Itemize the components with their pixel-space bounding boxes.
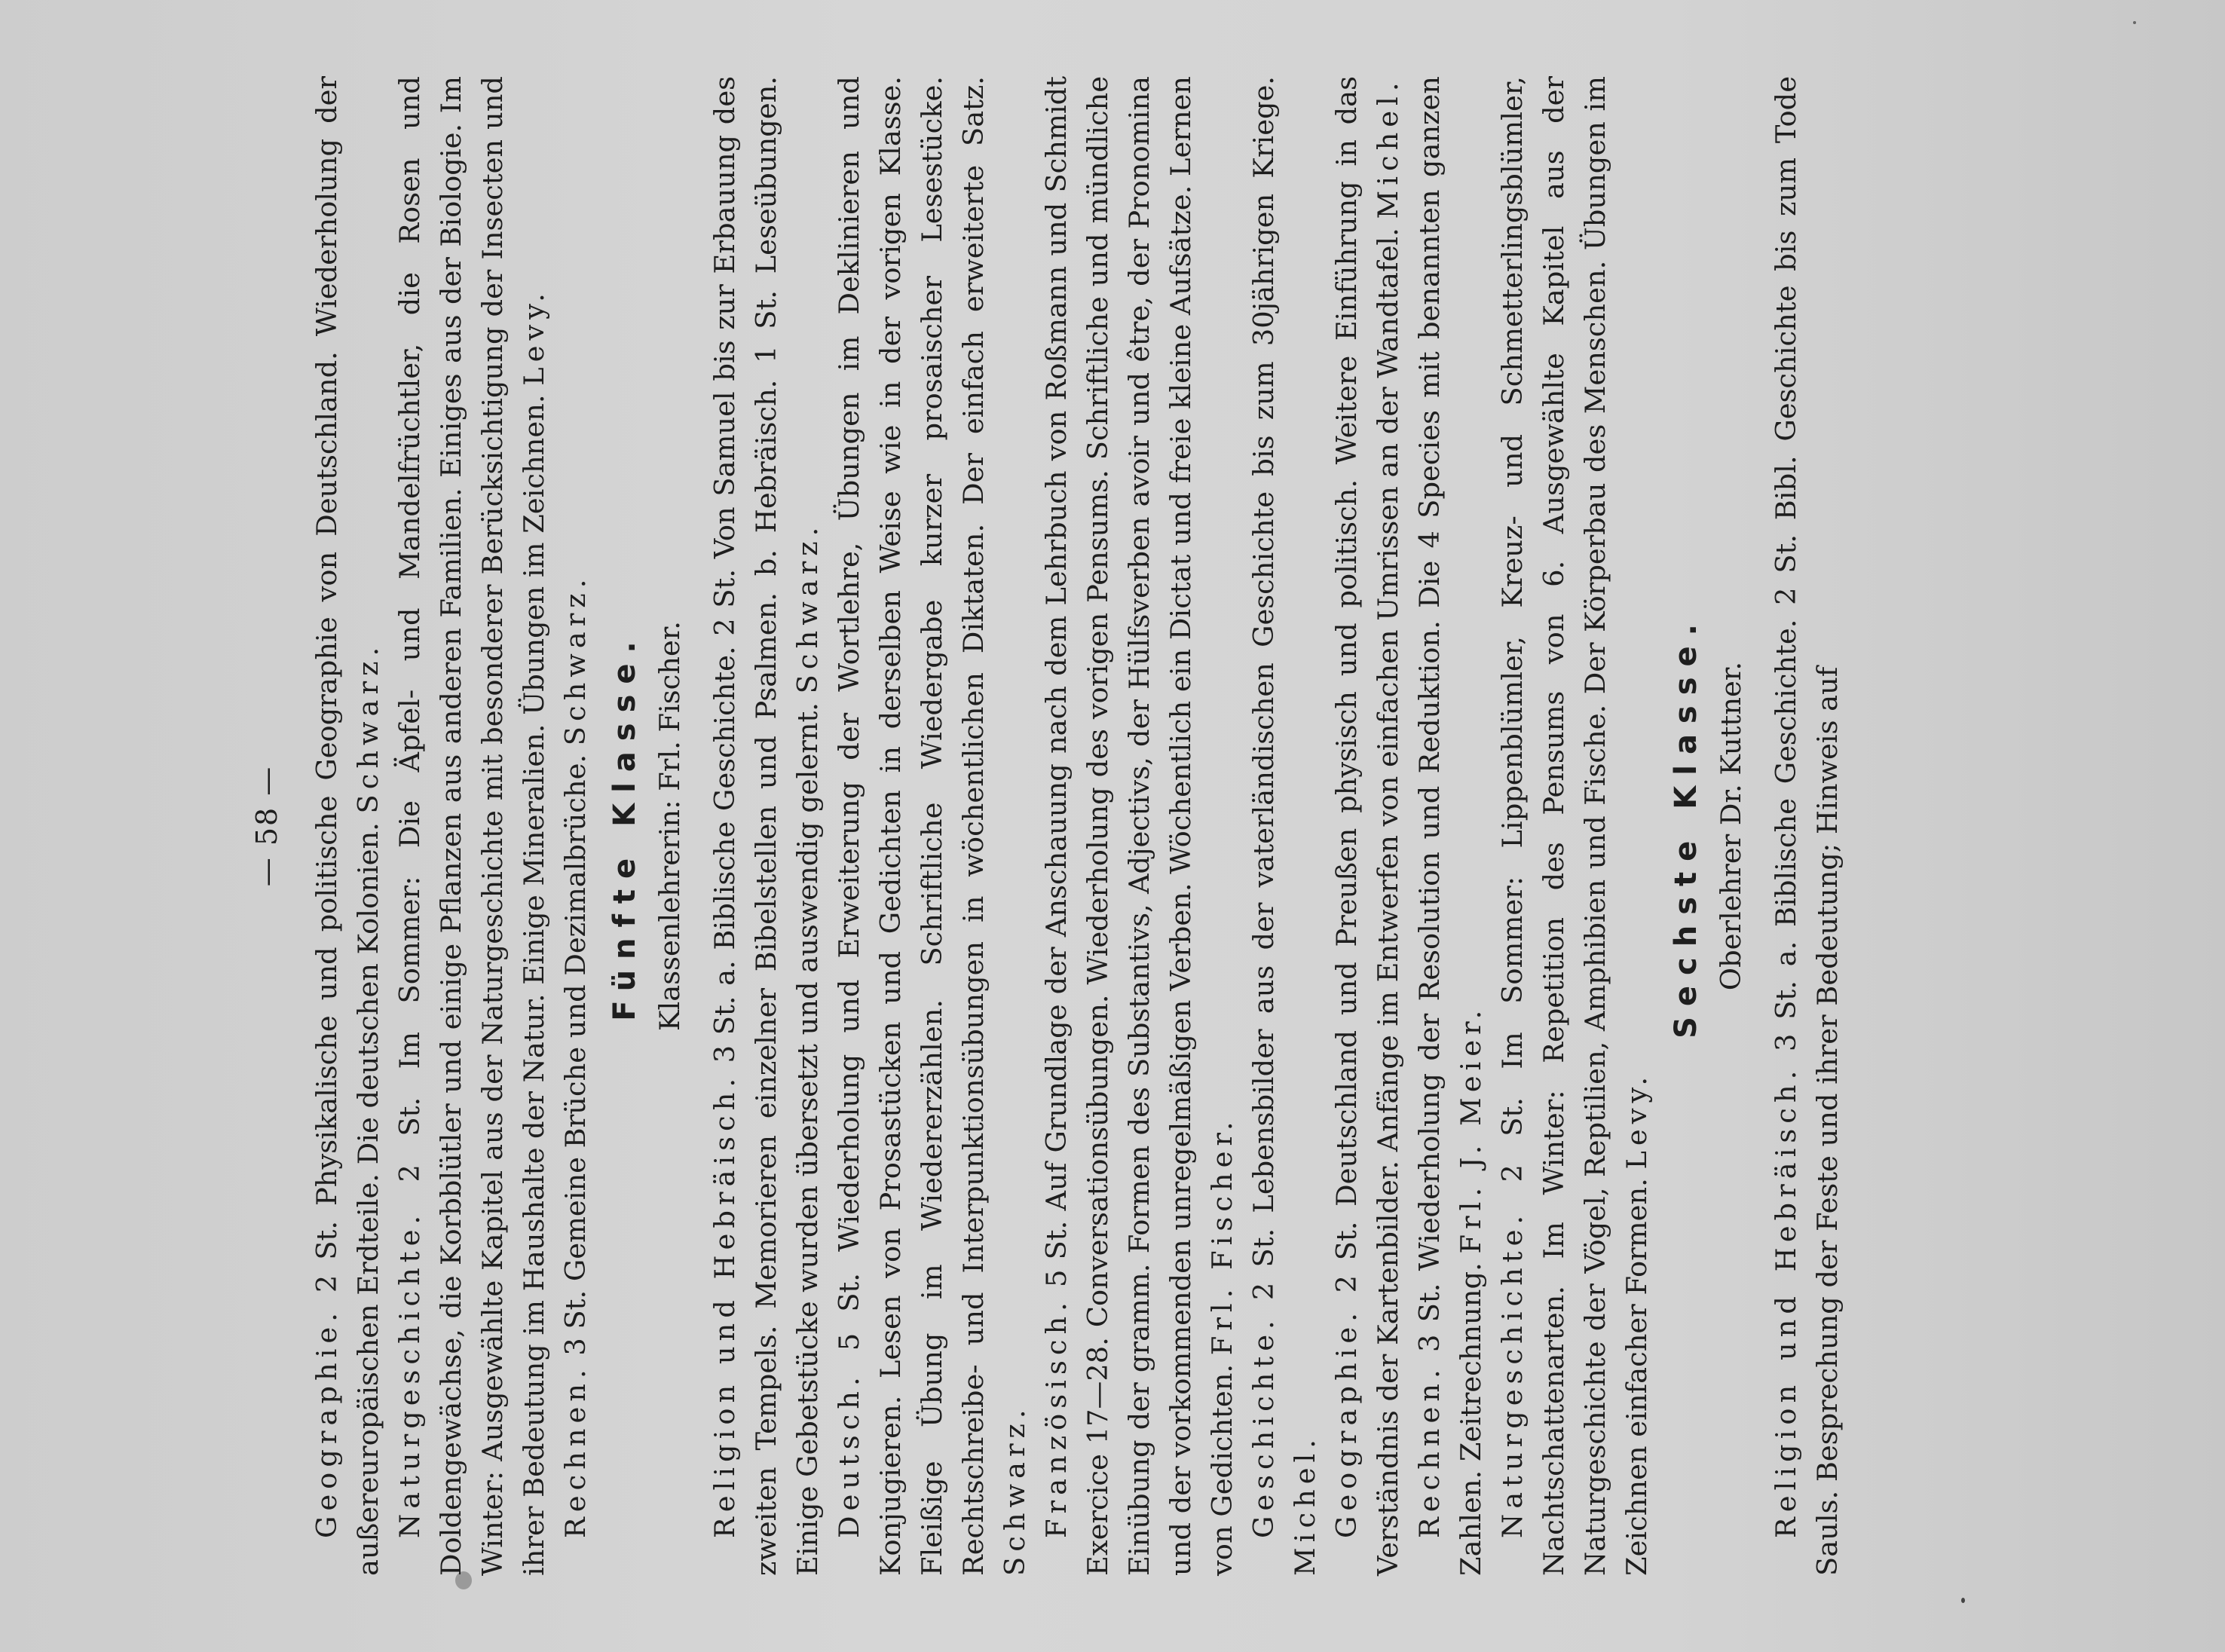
paragraph-text: 3 St. a. Biblische Geschichte. 2 St. Von Samuel bis zur Erbauung des zweiten Tempels. Memorieren einzelner Bibelstellen und Psalmen. b. Hebräisch. 1 St. Leseübungen. Einige Gebetstücke wurden übersetzt und auswendig gelernt. — [709, 76, 824, 1576]
paragraph-text: 3 St. Gemeine Brüche und Dezimalbrüche. — [559, 754, 592, 1365]
paragraph-text: 2 St. Deutschland und Preußen physisch und politisch. Weitere Einführung in das Verständnis der Kartenbilder. Anfänge im Entwerfen von einfachen Umrissen an der Wandtafel. — [1330, 76, 1404, 1576]
teacher-name: Schwarz. — [559, 574, 592, 746]
paragraph-deutsch-5 — [828, 76, 1036, 1576]
paragraph-text: 5 St. Wiederholung und Erweiterung der Wortlehre, Übungen im Deklinieren und Konjugieren. Lesen von Prosastücken und Gedichten in derselben Weise wie in der vorigen Klasse. Fleißige Übung im Wiedererzählen. Schriftliche Wiedergabe kurzer prosaischer Lesestücke. Rechtschreibe- und Interpunktionsübungen in wöchentlichen Diktaten. Der einfach erweiterte Satz. — [833, 76, 990, 1576]
paragraph-text: 5 St. Auf Grundlage der Anschauung nach dem Lehrbuch von Roßmann und Schmidt Exercice 17—28. Conversationsübungen. Wiederholung des vorigen Pensums. Schriftliche und mündliche Einübung der gramm. Formen des Substantivs, Adjectivs, der Hülfsverben avoir und être, der Pronomina und der vorkommenden unregelmäßigen Verben. Wöchentlich ein Dictat und freie kleine Aufsätze. Lernen von Gedichten. — [1040, 76, 1238, 1576]
paragraph-text: 2 St. Lebensbilder aus der vaterländischen Geschichte bis zum 30jährigen Kriege. — [1247, 76, 1280, 1316]
teacher-name: Levy. — [518, 288, 550, 386]
subject-label: Naturgeschichte. — [393, 1210, 426, 1538]
subject-label: Deutsch. — [833, 1372, 865, 1538]
subject-label: Geschichte. — [1247, 1315, 1280, 1538]
document-page — [155, 54, 2070, 1598]
teacher-name: Schwarz. — [791, 522, 824, 694]
paragraph-rechnen-4 — [555, 76, 596, 1576]
page-body — [306, 76, 1848, 1576]
paragraph-rechnen-5 — [1409, 76, 1492, 1576]
paragraph-text: 3 St. Wiederholung der Resolution und Reduktion. Die 4 Species mit benannten ganzen Zahlen. Zeitrechnung. — [1413, 76, 1487, 1576]
class-teacher-sixth: Oberlehrer Dr. Kuttner. — [1715, 661, 1747, 991]
subject-label: Religion und Hebräisch. — [709, 1072, 741, 1538]
subject-label: Rechnen. — [1413, 1364, 1446, 1538]
paragraph-geographie-5 — [1326, 76, 1409, 1576]
teacher-name: Frl. Fischer. — [1206, 1116, 1238, 1356]
paragraph-text: 2 St. Physikalische und politische Geographie von Deutschland. Wiederholung der außereuropäischen Erdteile. Die deutschen Kolonien. — [311, 76, 384, 1576]
scan-speck — [2133, 21, 2136, 24]
subject-label: Naturgeschichte. — [1496, 1210, 1529, 1538]
teacher-name: Michel. — [1372, 77, 1404, 219]
paragraph-naturgeschichte-5 — [1492, 76, 1657, 1576]
teacher-name: Schwarz. — [352, 641, 384, 814]
subject-label: Französisch. — [1040, 1297, 1073, 1538]
class-teacher-fifth: Klassenlehrerin: Frl. Fischer. — [653, 621, 686, 1031]
paragraph-text: 2 St. Im Sommer: Lippenblümler, Kreuz- und Schmetterlingsblümler, Nachtschattenarten. Im Winter: Repetition des Pensums von 6. Ausgewählte Kapitel aus der Naturgeschichte der Vögel, Reptilien, Amphibien und Fische. Der Körperbau des Menschen. Übungen im Zeichnen einfacher Formen. — [1496, 76, 1653, 1576]
subject-label: Religion und Hebräisch. — [1770, 1065, 1802, 1538]
subject-label: Rechnen. — [559, 1364, 592, 1538]
scan-speck — [1961, 1598, 1965, 1603]
paragraph-franzoesisch-5 — [1036, 76, 1243, 1576]
subject-label: Geographie. — [1330, 1308, 1363, 1538]
paragraph-text: 2 St. Im Sommer: Die Äpfel- und Mandelfrüchtler, die Rosen und Doldengewächse, die Korbblütler und einige Pflanzen aus anderen Familien. Einiges aus der Biologie. Im Winter: Ausgewählte Kapitel aus der Naturgeschichte mit besonderer Berücksichtigung der Insecten und ihrer Bedeutung im Haushalte der Natur. Einige Mineralien. Übungen im Zeichnen. — [393, 76, 550, 1576]
paragraph-naturgeschichte-4 — [389, 76, 555, 1576]
paragraph-geschichte-5 — [1243, 76, 1326, 1576]
teacher-name: Levy. — [1621, 1071, 1653, 1170]
teacher-name: Frl. J. Meier. — [1455, 1005, 1487, 1254]
section-heading-sixth-class: Sechste Klasse. — [1669, 613, 1703, 1039]
teacher-name: Michel. — [1289, 1434, 1321, 1576]
teacher-name: Schwarz. — [999, 1404, 1031, 1576]
paragraph-geographie-4 — [306, 76, 389, 1576]
paragraph-religion-6 — [1765, 76, 1848, 1576]
page-number: — 58 — — [250, 765, 283, 887]
section-heading-fifth-class: Fünfte Klasse. — [608, 631, 642, 1021]
paragraph-text: 3 St. a. Biblische Geschichte. 2 St. Bibl. Geschichte bis zum Tode Sauls. Besprechung der Feste und ihrer Bedeutung; Hinweis auf — [1770, 76, 1844, 1576]
paragraph-religion-5 — [704, 76, 828, 1576]
subject-label: Geographie. — [311, 1308, 343, 1538]
